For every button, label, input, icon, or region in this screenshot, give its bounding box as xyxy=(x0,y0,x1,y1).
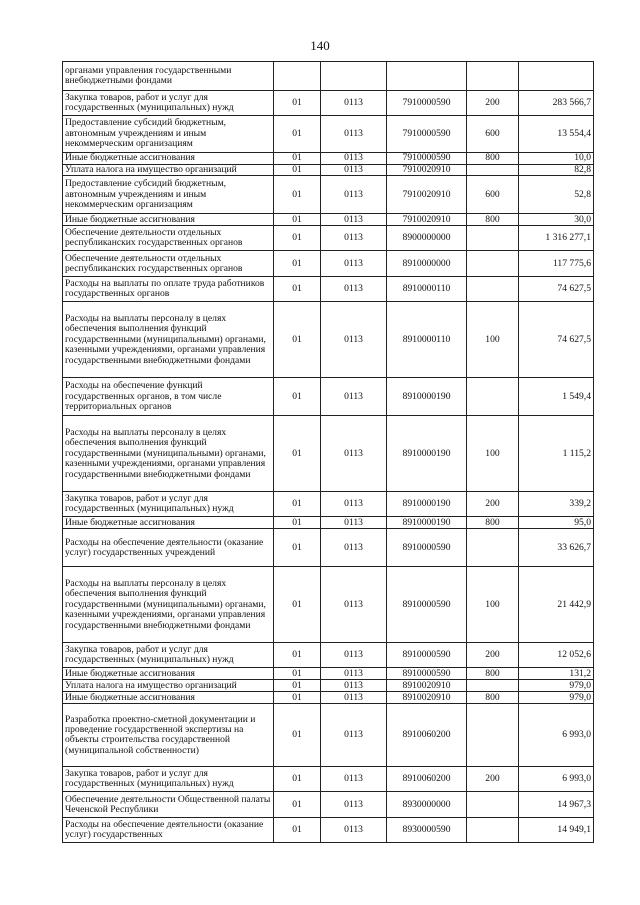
row-ved: 01 xyxy=(274,529,321,567)
row-name: Обеспечение деятельности Общественной палаты Чеченской Республики xyxy=(63,792,274,818)
row-csr: 8910000590 xyxy=(387,668,467,680)
row-name: Расходы на обеспечение деятельности (оказание услуг) государственных учреждений xyxy=(63,529,274,567)
row-vr: 200 xyxy=(467,492,519,517)
row-ved: 01 xyxy=(274,567,321,643)
row-ved: 01 xyxy=(274,680,321,692)
row-rz: 0113 xyxy=(321,680,387,692)
table-row xyxy=(63,91,594,116)
row-sum: 33 626,7 xyxy=(519,529,594,567)
row-ved: 01 xyxy=(274,302,321,378)
row-rz: 0113 xyxy=(321,668,387,680)
row-name: Закупка товаров, работ и услуг для государственных (муниципальных) нужд xyxy=(63,767,274,792)
row-csr: 7910020910 xyxy=(387,165,467,176)
row-vr: 800 xyxy=(467,153,519,165)
row-name: Закупка товаров, работ и услуг для государственных (муниципальных) нужд xyxy=(63,643,274,668)
table-row xyxy=(63,277,594,302)
row-rz: 0113 xyxy=(321,378,387,416)
row-ved: 01 xyxy=(274,226,321,251)
row-csr: 8910060200 xyxy=(387,767,467,792)
table-row xyxy=(63,165,594,176)
table-row xyxy=(63,226,594,251)
row-csr: 7910020910 xyxy=(387,176,467,214)
row-vr: 100 xyxy=(467,416,519,492)
row-sum: 339,2 xyxy=(519,492,594,517)
row-vr xyxy=(467,792,519,818)
row-vr: 800 xyxy=(467,214,519,226)
row-rz: 0113 xyxy=(321,704,387,767)
row-sum: 95,0 xyxy=(519,517,594,529)
row-ved: 01 xyxy=(274,214,321,226)
table-row xyxy=(63,116,594,153)
row-ved: 01 xyxy=(274,251,321,277)
row-rz: 0113 xyxy=(321,643,387,668)
table-row xyxy=(63,529,594,567)
row-csr: 8910000190 xyxy=(387,378,467,416)
table-row xyxy=(63,692,594,704)
row-sum: 21 442,9 xyxy=(519,567,594,643)
row-sum xyxy=(519,62,594,91)
row-rz: 0113 xyxy=(321,529,387,567)
row-vr: 800 xyxy=(467,692,519,704)
row-name: Уплата налога на имущество организаций xyxy=(63,165,274,176)
row-rz: 0113 xyxy=(321,165,387,176)
row-csr: 8910000590 xyxy=(387,643,467,668)
table-row xyxy=(63,792,594,818)
row-rz: 0113 xyxy=(321,492,387,517)
row-rz: 0113 xyxy=(321,251,387,277)
row-csr: 8900000000 xyxy=(387,226,467,251)
row-vr xyxy=(467,680,519,692)
row-vr xyxy=(467,378,519,416)
row-vr: 200 xyxy=(467,91,519,116)
row-ved: 01 xyxy=(274,692,321,704)
row-rz: 0113 xyxy=(321,302,387,378)
row-rz xyxy=(321,62,387,91)
row-csr: 8910020910 xyxy=(387,692,467,704)
row-rz: 0113 xyxy=(321,153,387,165)
page-number: 140 xyxy=(310,38,330,53)
row-rz: 0113 xyxy=(321,567,387,643)
row-csr: 8910000110 xyxy=(387,302,467,378)
row-vr xyxy=(467,165,519,176)
row-vr xyxy=(467,62,519,91)
table-row xyxy=(63,214,594,226)
table-row xyxy=(63,302,594,378)
row-name: Обеспечение деятельности отдельных республиканских государственных органов xyxy=(63,251,274,277)
row-sum: 12 052,6 xyxy=(519,643,594,668)
row-sum: 1 115,2 xyxy=(519,416,594,492)
row-sum: 74 627,5 xyxy=(519,302,594,378)
row-rz: 0113 xyxy=(321,792,387,818)
row-rz: 0113 xyxy=(321,214,387,226)
row-name: Иные бюджетные ассигнования xyxy=(63,153,274,165)
row-name: Расходы на обеспечение функций государственных органов, в том числе территориальных органов xyxy=(63,378,274,416)
table-row xyxy=(63,818,594,843)
row-ved: 01 xyxy=(274,668,321,680)
row-rz: 0113 xyxy=(321,176,387,214)
row-sum: 979,0 xyxy=(519,692,594,704)
row-rz: 0113 xyxy=(321,517,387,529)
row-sum: 10,0 xyxy=(519,153,594,165)
row-csr: 8910000190 xyxy=(387,517,467,529)
row-sum: 1 549,4 xyxy=(519,378,594,416)
table-row xyxy=(63,643,594,668)
row-vr xyxy=(467,277,519,302)
row-name: Расходы на выплаты персоналу в целях обеспечения выполнения функций государственными (муниципальными) органами, казенными учреждениями, органами управления государственными внебюджетными фондами xyxy=(63,302,274,378)
row-name: Иные бюджетные ассигнования xyxy=(63,214,274,226)
row-sum: 74 627,5 xyxy=(519,277,594,302)
table-row xyxy=(63,251,594,277)
row-vr: 800 xyxy=(467,668,519,680)
row-csr: 8910000190 xyxy=(387,416,467,492)
row-ved: 01 xyxy=(274,818,321,843)
row-rz: 0113 xyxy=(321,226,387,251)
table-row xyxy=(63,153,594,165)
row-name: Закупка товаров, работ и услуг для государственных (муниципальных) нужд xyxy=(63,91,274,116)
row-name: Иные бюджетные ассигнования xyxy=(63,517,274,529)
budget-table-body xyxy=(63,62,594,843)
row-name: Расходы на обеспечение деятельности (оказание услуг) государственных xyxy=(63,818,274,843)
row-rz: 0113 xyxy=(321,818,387,843)
table-row xyxy=(63,668,594,680)
row-ved: 01 xyxy=(274,416,321,492)
row-csr: 8930000590 xyxy=(387,818,467,843)
row-csr: 7910000590 xyxy=(387,91,467,116)
row-csr: 7910000590 xyxy=(387,116,467,153)
row-ved: 01 xyxy=(274,704,321,767)
row-name: Расходы на выплаты персоналу в целях обеспечения выполнения функций государственными (муниципальными) органами, казенными учреждениями, органами управления государственными внебюджетными фондами xyxy=(63,567,274,643)
row-vr xyxy=(467,251,519,277)
row-ved: 01 xyxy=(274,116,321,153)
row-ved: 01 xyxy=(274,153,321,165)
row-ved: 01 xyxy=(274,492,321,517)
row-rz: 0113 xyxy=(321,116,387,153)
row-ved: 01 xyxy=(274,643,321,668)
table-row xyxy=(63,680,594,692)
row-sum: 283 566,7 xyxy=(519,91,594,116)
row-vr xyxy=(467,818,519,843)
row-sum: 14 949,1 xyxy=(519,818,594,843)
row-name: Расходы на выплаты персоналу в целях обеспечения выполнения функций государственными (муниципальными) органами, казенными учреждениями, органами управления государственными внебюджетными фондами xyxy=(63,416,274,492)
row-name: Разработка проектно-сметной документации и проведение государственной экспертизы на объекты строительства государственной (муниципальной собственности) xyxy=(63,704,274,767)
row-name: органами управления государственными внебюджетными фондами xyxy=(63,62,274,91)
row-ved xyxy=(274,62,321,91)
row-name: Иные бюджетные ассигнования xyxy=(63,692,274,704)
row-vr: 100 xyxy=(467,302,519,378)
row-sum: 52,8 xyxy=(519,176,594,214)
row-csr: 8910000590 xyxy=(387,567,467,643)
row-name: Расходы на выплаты по оплате труда работников государственных органов xyxy=(63,277,274,302)
row-rz: 0113 xyxy=(321,767,387,792)
row-name: Обеспечение деятельности отдельных республиканских государственных органов xyxy=(63,226,274,251)
row-vr xyxy=(467,529,519,567)
row-csr: 8910000190 xyxy=(387,492,467,517)
row-csr: 8910000000 xyxy=(387,251,467,277)
row-vr: 200 xyxy=(467,643,519,668)
row-name: Предоставление субсидий бюджетным, автономным учреждениям и иным некоммерческим организациям xyxy=(63,176,274,214)
row-name: Предоставление субсидий бюджетным, автономным учреждениям и иным некоммерческим организациям xyxy=(63,116,274,153)
table-row xyxy=(63,416,594,492)
row-vr: 100 xyxy=(467,567,519,643)
row-name: Уплата налога на имущество организаций xyxy=(63,680,274,692)
row-sum: 14 967,3 xyxy=(519,792,594,818)
row-rz: 0113 xyxy=(321,91,387,116)
row-sum: 117 775,6 xyxy=(519,251,594,277)
row-vr: 600 xyxy=(467,116,519,153)
row-vr: 200 xyxy=(467,767,519,792)
row-sum: 6 993,0 xyxy=(519,767,594,792)
table-row xyxy=(63,378,594,416)
row-rz: 0113 xyxy=(321,416,387,492)
row-rz: 0113 xyxy=(321,692,387,704)
row-ved: 01 xyxy=(274,767,321,792)
row-sum: 30,0 xyxy=(519,214,594,226)
row-ved: 01 xyxy=(274,792,321,818)
row-csr: 7910020910 xyxy=(387,214,467,226)
row-csr: 8910060200 xyxy=(387,704,467,767)
row-vr xyxy=(467,226,519,251)
row-ved: 01 xyxy=(274,165,321,176)
row-ved: 01 xyxy=(274,378,321,416)
row-ved: 01 xyxy=(274,277,321,302)
table-row xyxy=(63,767,594,792)
row-sum: 6 993,0 xyxy=(519,704,594,767)
row-vr: 800 xyxy=(467,517,519,529)
table-row xyxy=(63,704,594,767)
table-row xyxy=(63,176,594,214)
row-csr: 8930000000 xyxy=(387,792,467,818)
table-row xyxy=(63,62,594,91)
row-sum: 1 316 277,1 xyxy=(519,226,594,251)
row-sum: 13 554,4 xyxy=(519,116,594,153)
row-sum: 979,0 xyxy=(519,680,594,692)
row-csr: 8910000110 xyxy=(387,277,467,302)
table-row xyxy=(63,492,594,517)
row-csr: 7910000590 xyxy=(387,153,467,165)
row-vr xyxy=(467,704,519,767)
row-csr: 8910020910 xyxy=(387,680,467,692)
row-ved: 01 xyxy=(274,91,321,116)
row-csr xyxy=(387,62,467,91)
row-ved: 01 xyxy=(274,517,321,529)
row-vr: 600 xyxy=(467,176,519,214)
table-row xyxy=(63,567,594,643)
row-csr: 8910000590 xyxy=(387,529,467,567)
row-name: Иные бюджетные ассигнования xyxy=(63,668,274,680)
budget-table xyxy=(62,61,594,843)
table-row xyxy=(63,517,594,529)
row-sum: 131,2 xyxy=(519,668,594,680)
row-ved: 01 xyxy=(274,176,321,214)
row-name: Закупка товаров, работ и услуг для государственных (муниципальных) нужд xyxy=(63,492,274,517)
row-rz: 0113 xyxy=(321,277,387,302)
row-sum: 82,8 xyxy=(519,165,594,176)
